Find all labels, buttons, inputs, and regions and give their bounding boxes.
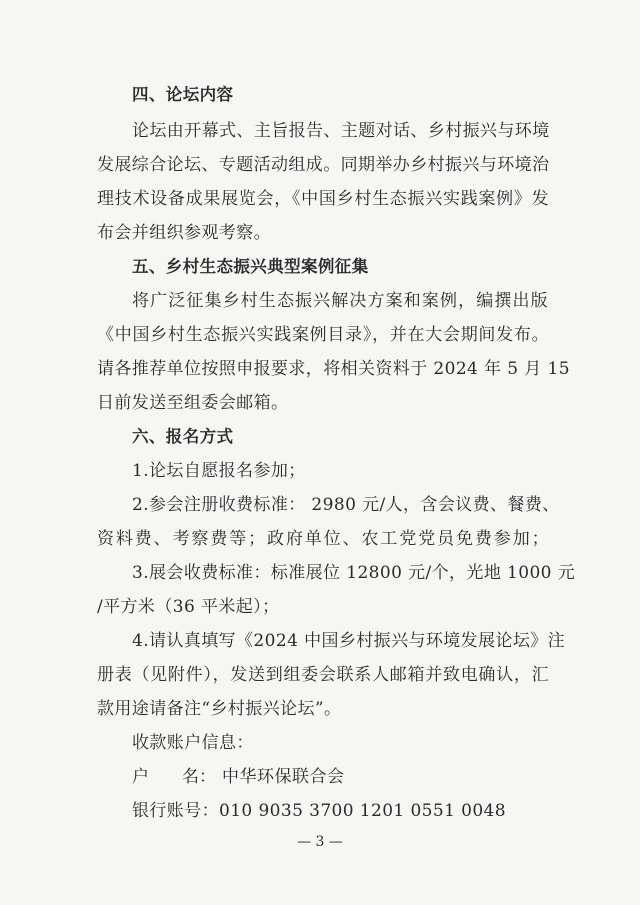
bank-account-value: 010 9035 3700 1201 0551 0048 — [219, 801, 506, 821]
account-name-label-1: 户 — [132, 767, 149, 787]
paragraph-line: 布会并组织参观考察。 — [97, 223, 271, 243]
paragraph-line: 册表（见附件），发送到组委会联系人邮箱并致电确认，汇 — [97, 665, 549, 685]
account-name-label-2: 名： — [182, 767, 216, 787]
bank-account-number — [132, 800, 506, 822]
paragraph-line: 4.请认真填写《2024 中国乡村振兴与环境发展论坛》注 — [132, 631, 566, 651]
paragraph-line: 款用途请备注“乡村振兴论坛”。 — [97, 699, 342, 719]
account-name-value: 中华环保联合会 — [222, 767, 345, 787]
page-number: — 3 — — [297, 834, 343, 850]
paragraph-line: 3.展会收费标准：标准展位 12800 元/个，光地 1000 元 — [132, 563, 576, 583]
paragraph-line: 2.参会注册收费标准： 2980 元/人，含会议费、餐费、 — [132, 495, 560, 515]
paragraph-line: 《中国乡村生态振兴实践案例目录》，并在大会期间发布。 — [97, 325, 549, 345]
paragraph-line: 发展综合论坛、专题活动组成。同期举办乡村振兴与环境治 — [97, 155, 550, 175]
paragraph-line: 理技术设备成果展览会，《中国乡村生态振兴实践案例》发 — [97, 189, 549, 209]
paragraph-line: 1.论坛自愿报名参加； — [132, 461, 306, 481]
paragraph-line: 请各推荐单位按照申报要求，将相关资料于 2024 年 5 月 15 — [97, 359, 570, 379]
paragraph-line: 资料费、考察费等；政府单位、农工党党员免费参加； — [97, 529, 549, 549]
bank-account-label: 银行账号： — [132, 801, 219, 821]
section4-heading: 四、论坛内容 — [132, 85, 234, 104]
section5-heading: 五、乡村生态振兴典型案例征集 — [132, 257, 369, 276]
paragraph-line: /平方米（36 平米起）； — [97, 597, 280, 617]
paragraph-line: 日前发送至组委会邮箱。 — [97, 393, 289, 413]
paragraph-line: 论坛由开幕式、主旨报告、主题对话、乡村振兴与环境 — [132, 121, 550, 141]
section6-heading: 六、报名方式 — [132, 427, 234, 446]
account-title: 收款账户信息： — [132, 733, 254, 753]
paragraph-line: 将广泛征集乡村生态振兴解决方案和案例，编撰出版 — [132, 291, 548, 311]
